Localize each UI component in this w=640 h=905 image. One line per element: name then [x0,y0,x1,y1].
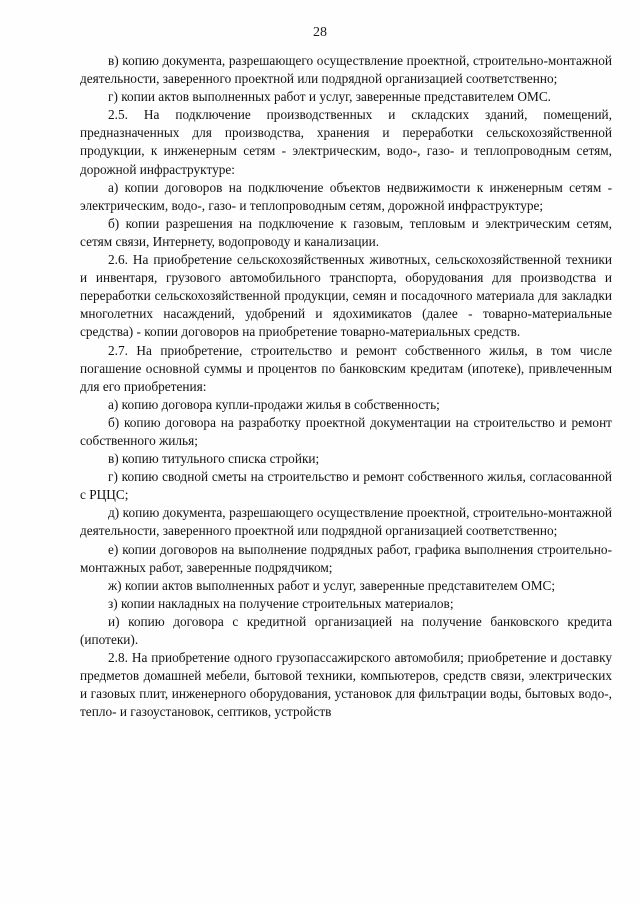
paragraph-2-5-a: а) копии договоров на подключение объектов недвижимости к инженерным сетям - электрическим, водо-, газо- и теплопроводным сетям, дорожной инфраструктуре; [80,179,612,213]
paragraph-2-6: 2.6. На приобретение сельскохозяйственных животных, сельскохозяйственной техники и инвентаря, грузового автомобильного транспорта, оборудования для производства и переработки сельскохозяйственной продукции, семян и посадочного материала для закладки многолетних насаждений, удобрений и ядохимикатов (далее - товарно-материальные средства) - копии договоров на приобретение товарно-материальных средств. [80,252,612,340]
paragraph-v-copy-permit: в) копию документа, разрешающего осуществление проектной, строительно-монтажной деятельности, заверенного проектной или подрядной организацией соответственно; [80,53,612,87]
paragraph-2-5: 2.5. На подключение производственных и складских зданий, помещений, предназначенных для производства, хранения и переработки сельскохозяйственной продукции, к инженерным сетям - электрическим, водо-, газо- и теплопроводным сетям, дорожной инфраструктуре: [80,107,612,177]
paragraph-2-7-e: е) копии договоров на выполнение подрядных работ, графика выполнения строительно-монтажных работ, заверенные подрядчиком; [80,541,612,575]
paragraph-2-7-a: а) копию договора купли-продажи жилья в собственность; [108,396,440,412]
paragraph-2-7-b: б) копию договора на разработку проектной документации на строительство и ремонт собственного жилья; [80,414,612,448]
paragraph-2-7-d: д) копию документа, разрешающего осуществление проектной, строительно-монтажной деятельности, заверенного проектной или подрядной организацией соответственно; [80,505,612,539]
paragraph-2-7-v: в) копию титульного списка стройки; [108,451,320,467]
paragraph-2-7: 2.7. На приобретение, строительство и ремонт собственного жилья, в том числе погашение основной суммы и процентов по банковским кредитам (ипотеке), привлеченным для его приобретения: [80,342,612,394]
paragraph-2-8: 2.8. На приобретение одного грузопассажирского автомобиля; приобретение и доставку предметов домашней мебели, бытовой техники, компьютеров, средств связи, электрических и газовых плит, инженерного оборудования, установок для фильтрации воды, бытовых водо-, тепло- и газоустановок, септиков, устройств [80,650,612,720]
paragraph-2-7-zh: ж) копии актов выполненных работ и услуг, заверенные представителем ОМС; [108,577,556,593]
paragraph-2-7-z: з) копии накладных на получение строительных материалов; [108,595,454,611]
paragraph-2-7-g: г) копию сводной сметы на строительство и ремонт собственного жилья, согласованной с РЦЦС; [80,469,612,503]
paragraph-2-5-b: б) копии разрешения на подключение к газовым, тепловым и электрическим сетям, сетям связи, Интернету, водопроводу и канализации. [80,215,612,249]
paragraph-2-7-i: и) копию договора с кредитной организацией на получение банковского кредита (ипотеки). [80,613,612,647]
page-number: 28 [313,25,327,40]
paragraph-g-acts: г) копии актов выполненных работ и услуг, заверенные представителем ОМС. [108,89,552,105]
document-body [80,52,612,721]
